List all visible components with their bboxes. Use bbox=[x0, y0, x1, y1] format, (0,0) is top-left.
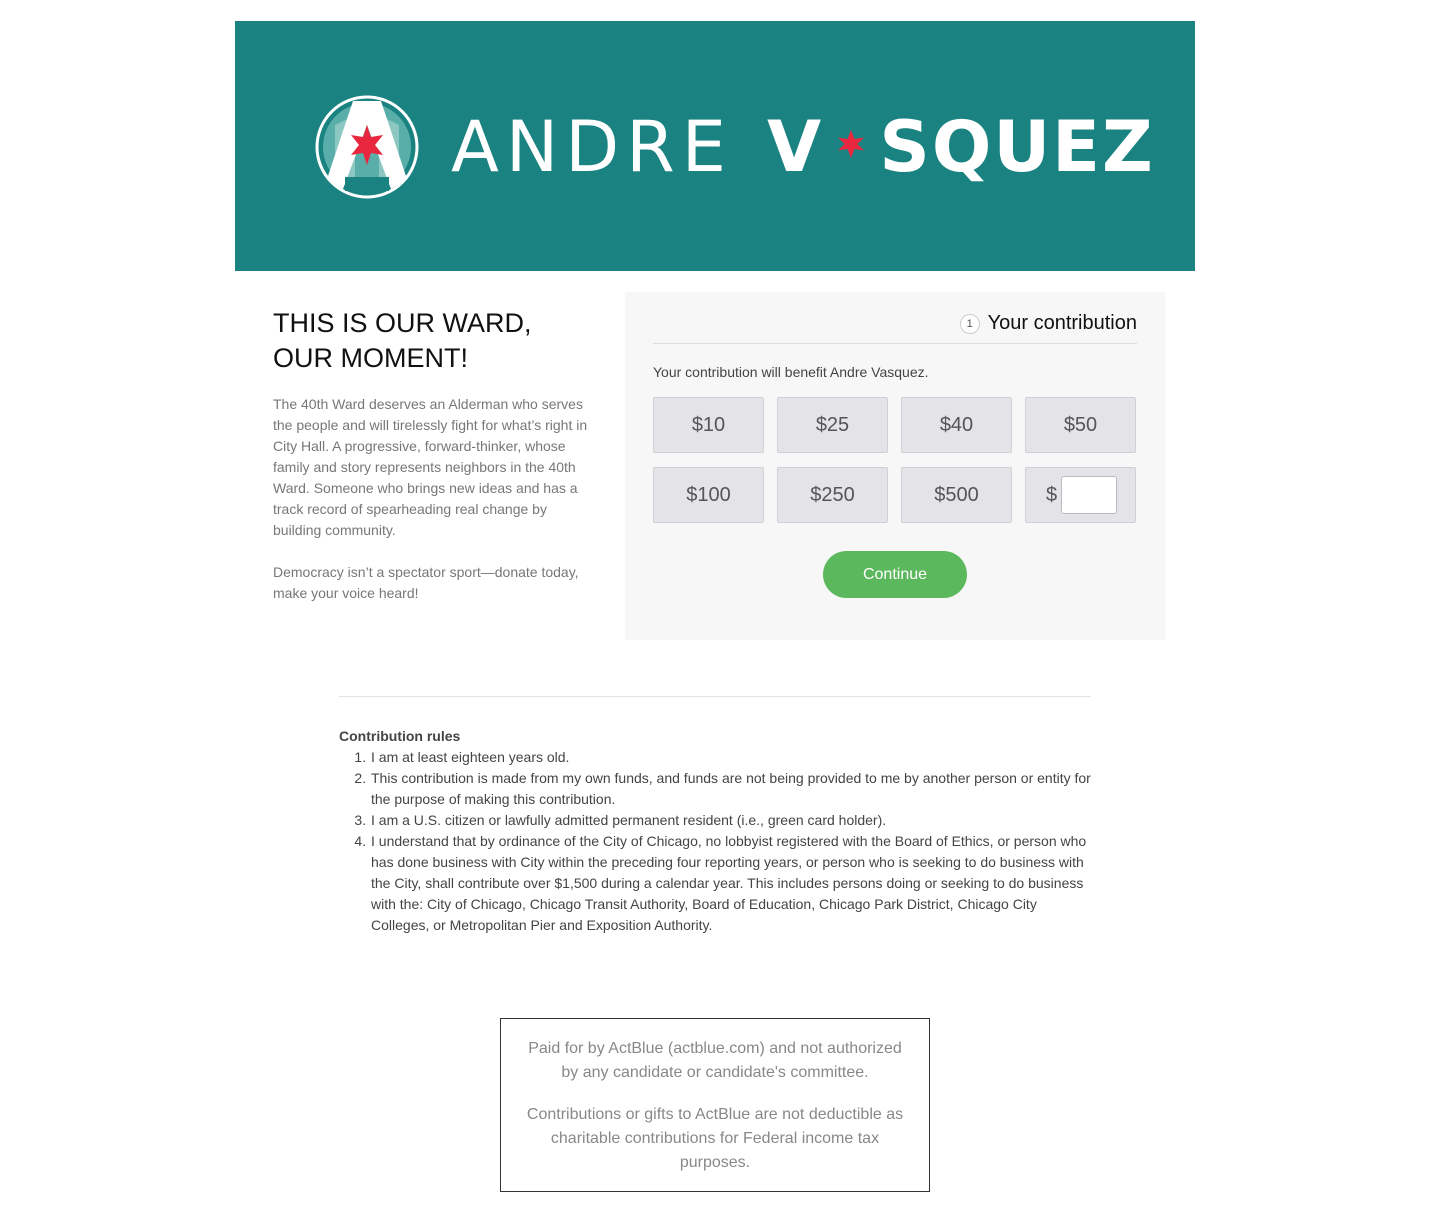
continue-button[interactable]: Continue bbox=[823, 551, 967, 598]
headline-line-2: OUR MOMENT! bbox=[273, 343, 468, 373]
candidate-name-wordmark bbox=[451, 97, 1155, 197]
amount-options bbox=[653, 397, 1137, 523]
custom-amount-prefix: $ bbox=[1046, 483, 1058, 506]
amount-button-250[interactable]: $250 bbox=[777, 467, 888, 523]
amount-button-500[interactable]: $500 bbox=[901, 467, 1012, 523]
last-name-part: V bbox=[767, 106, 824, 188]
rule-item: 2. This contribution is made from my own funds, and funds are not being provided to me by another person or entity for the purpose of making this contribution. bbox=[370, 768, 1099, 810]
red-star-icon bbox=[836, 129, 866, 159]
intro-blurb bbox=[273, 394, 593, 604]
step-number-badge: 1 bbox=[960, 314, 980, 334]
custom-amount-input[interactable] bbox=[1061, 476, 1117, 514]
intro-paragraph-1: The 40th Ward deserves an Alderman who serves the people and will tirelessly fight for what’s right in City Hall. A progressive, forward-thinker, whose family and story represents neighbors in the 40th Ward. Someone who brings new ideas and has a track record of spearheading real change by building community. bbox=[273, 396, 588, 538]
candidate-last-name bbox=[767, 106, 1155, 188]
contribution-rules bbox=[339, 726, 1099, 936]
rule-item: 1. I am at least eighteen years old. bbox=[370, 747, 1099, 768]
intro-paragraph-2: Democracy isn’t a spectator sport—donate today, make your voice heard! bbox=[273, 564, 579, 601]
amount-button-50[interactable]: $50 bbox=[1025, 397, 1136, 453]
section-divider bbox=[339, 696, 1091, 697]
legal-disclaimer bbox=[500, 1018, 930, 1192]
contribution-panel bbox=[625, 292, 1165, 640]
amount-button-40[interactable]: $40 bbox=[901, 397, 1012, 453]
campaign-logo-icon bbox=[315, 95, 419, 199]
rules-title: Contribution rules bbox=[339, 728, 461, 744]
headline-line-1: THIS IS OUR WARD, bbox=[273, 308, 532, 338]
rule-item: 4. I understand that by ordinance of the City of Chicago, no lobbyist registered with the Board of Ethics, or person who has done business with City within the preceding four reporting years, or person who is seeking to do business with the City, shall contribute over $1,500 during a calendar year. This includes persons doing or seeking to do business with the: City of Chicago, Chicago Transit Authority, Board of Education, Chicago Park District, Chicago City Colleges, or Metropolitan Pier and Exposition Authority. bbox=[370, 831, 1099, 936]
contribution-panel-header bbox=[653, 304, 1137, 344]
tax-note: Contributions or gifts to ActBlue are not deductible as charitable contributions for Federal income tax purposes. bbox=[526, 1106, 904, 1171]
intro-section bbox=[273, 306, 593, 604]
paid-for-prefix: Paid for by ActBlue ( bbox=[528, 1040, 674, 1057]
candidate-first-name: ANDRE bbox=[451, 106, 734, 188]
header-banner bbox=[235, 21, 1195, 271]
amount-button-10[interactable]: $10 bbox=[653, 397, 764, 453]
rules-list bbox=[339, 747, 1099, 936]
paid-for-text bbox=[521, 1037, 909, 1085]
paid-for-suffix: ) and not authorized by any candidate or candidate's committee. bbox=[561, 1040, 902, 1081]
custom-amount-box bbox=[1025, 467, 1136, 523]
amount-button-25[interactable]: $25 bbox=[777, 397, 888, 453]
actblue-link[interactable]: actblue.com bbox=[673, 1040, 760, 1057]
last-name-star-letter bbox=[823, 106, 879, 188]
benefit-text: Your contribution will benefit Andre Vasquez. bbox=[653, 364, 929, 380]
contribution-title: Your contribution bbox=[987, 312, 1137, 334]
rule-item: 3. I am a U.S. citizen or lawfully admitted permanent resident (i.e., green card holder). bbox=[370, 810, 1099, 831]
last-name-rest: SQUEZ bbox=[879, 106, 1155, 188]
page-headline bbox=[273, 306, 593, 376]
amount-button-100[interactable]: $100 bbox=[653, 467, 764, 523]
